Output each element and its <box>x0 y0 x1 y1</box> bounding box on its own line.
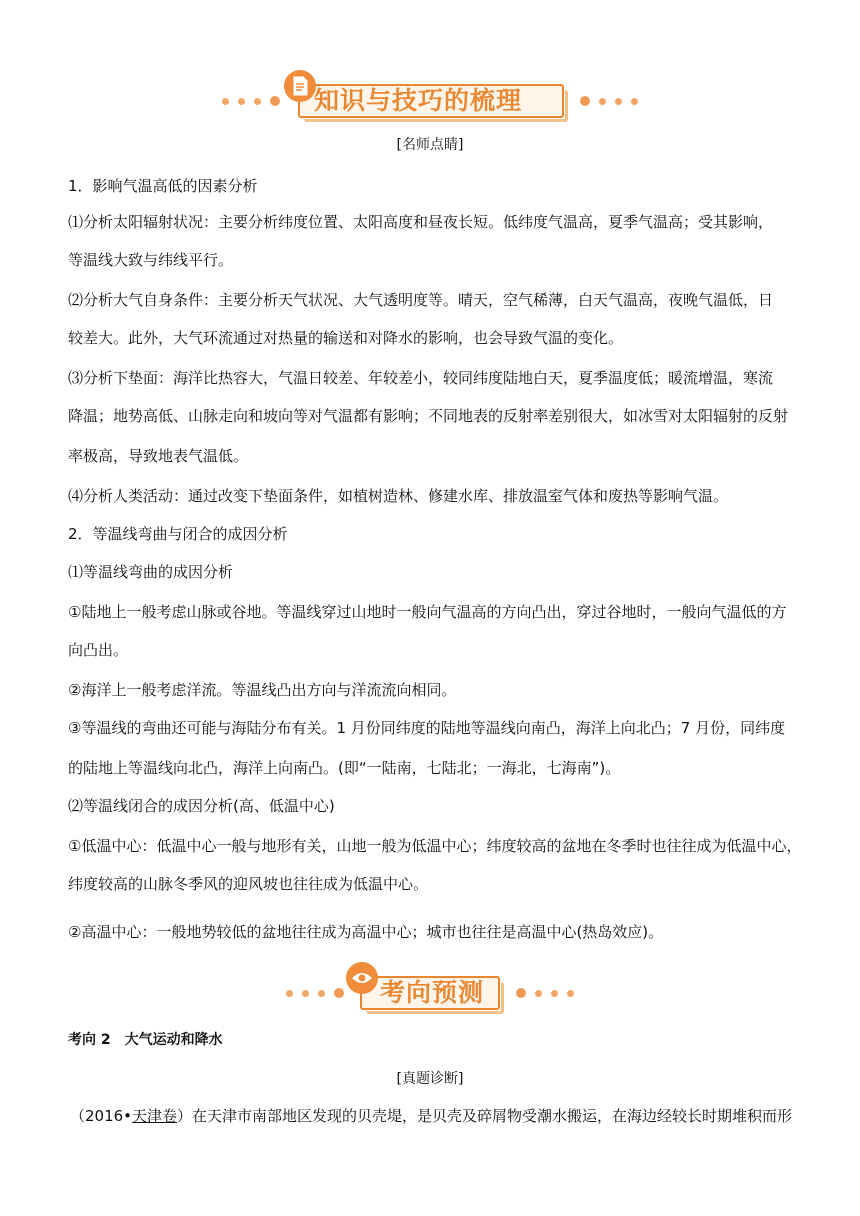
decorative-dots-left <box>286 988 344 998</box>
decorative-dots-right <box>580 96 638 106</box>
source-link[interactable]: 天津卷 <box>132 1107 178 1125</box>
paragraph-line: ⑷分析人类活动：通过改变下垫面条件，如植树造林、修建水库、排放温室气体和废热等影响气温。 <box>68 487 729 505</box>
section-banner-forecast <box>0 962 860 1022</box>
paragraph-line: ①低温中心：低温中心一般与地形有关，山地一般为低温中心；纬度较高的盆地在冬季时也往往成为低温中心， <box>68 837 802 855</box>
section-title: 知识与技巧的梳理 <box>314 86 523 115</box>
exam-label: [真题诊断] <box>396 1071 464 1087</box>
paragraph-line: ⑴分析太阳辐射状况：主要分析纬度位置、太阳高度和昼夜长短。低纬度气温高，夏季气温高；受其影响， <box>68 213 774 231</box>
document-icon <box>284 70 316 102</box>
paragraph-line: ②高温中心：一般地势较低的盆地往往成为高温中心；城市也往往是高温中心(热岛效应)。 <box>68 923 664 941</box>
decorative-dots-left <box>222 96 280 106</box>
paragraph-line: ⑶分析下垫面：海洋比热容大，气温日较差、年较差小，较同纬度陆地白天，夏季温度低；暖流增温，寒流 <box>68 369 774 387</box>
paragraph-line: 纬度较高的山脉冬季风的迎风坡也往往成为低温中心。 <box>68 875 429 893</box>
section-title: 考向预测 <box>380 978 485 1007</box>
subheading: ⑴等温线弯曲的成因分析 <box>68 563 234 581</box>
heading-1: 1．影响气温高低的因素分析 <box>68 177 258 195</box>
heading-2: 2．等温线弯曲与闭合的成因分析 <box>68 525 288 543</box>
paragraph-line: 率极高，导致地表气温低。 <box>68 447 249 465</box>
paragraph-line: 等温线大致与纬线平行。 <box>68 251 234 269</box>
subheading: ⑵等温线闭合的成因分析(高、低温中心) <box>68 797 335 815</box>
paragraph-line: 的陆地上等温线向北凸，海洋上向南凸。(即“一陆南，七陆北；一海北，七海南”)。 <box>68 759 621 777</box>
paragraph-line: 向凸出。 <box>68 641 129 659</box>
section-banner-knowledge <box>0 70 860 130</box>
paragraph-line: ②海洋上一般考虑洋流。等温线凸出方向与洋流流向相同。 <box>68 681 457 699</box>
paragraph-line: ③等温线的弯曲还可能与海陆分布有关。1 月份同纬度的陆地等温线向南凸，海洋上向北凸；7 月份，同纬度 <box>68 719 786 737</box>
paragraph-line: ①陆地上一般考虑山脉或谷地。等温线穿过山地时一般向气温高的方向凸出，穿过谷地时，一般向气温低的方 <box>68 603 787 621</box>
paragraph-line: 较差大。此外，大气环流通过对热量的输送和对降水的影响，也会导致气温的变化。 <box>68 329 624 347</box>
eye-icon <box>346 962 378 994</box>
question-line <box>70 1106 796 1126</box>
topic-heading: 考向 2 大气运动和降水 <box>68 1032 223 1048</box>
paragraph-line: ⑵分析大气自身条件：主要分析天气状况、大气透明度等。晴天，空气稀薄，白天气温高，夜晚气温低，日 <box>68 291 774 309</box>
decorative-dots-right <box>516 988 574 998</box>
paragraph-line: 降温；地势高低、山脉走向和坡向等对气温都有影响；不同地表的反射率差别很大，如冰雪对太阳辐射的反射 <box>68 407 789 425</box>
teacher-label: [名师点睛] <box>396 137 464 153</box>
question-text: ）在天津市南部地区发现的贝壳堤，是贝壳及碎屑物受潮水搬运，在海边经较长时期堆积而形 <box>177 1107 793 1125</box>
question-prefix: （2016• <box>70 1107 133 1125</box>
